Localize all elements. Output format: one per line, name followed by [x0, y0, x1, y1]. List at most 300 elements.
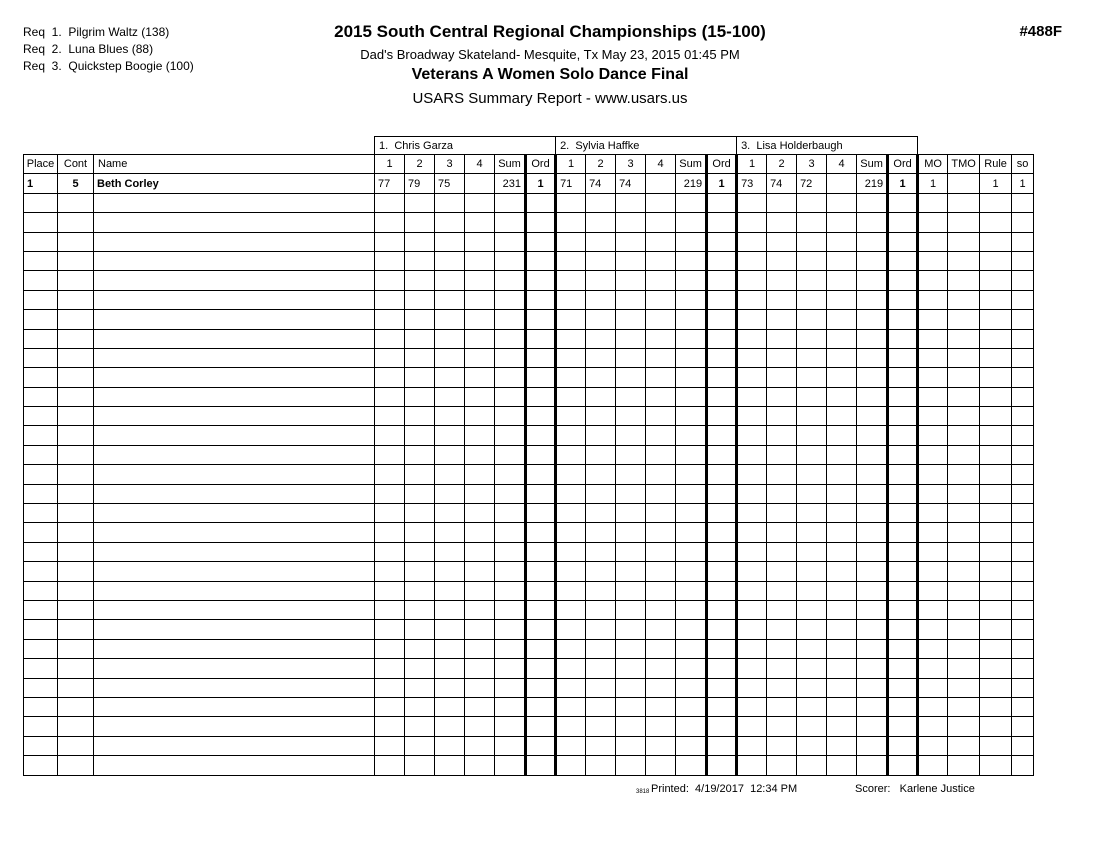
- cell-judge1-score: [435, 484, 465, 503]
- cell-judge2-ord: [707, 348, 737, 367]
- cell-judge1-sum: [495, 368, 526, 387]
- cell-place: [24, 193, 58, 212]
- cell-judge1-sum: [495, 251, 526, 270]
- cell-judge1-sum: [495, 736, 526, 755]
- cell-judge2-score: [646, 348, 676, 367]
- cell-judge1-score: [375, 542, 405, 561]
- cell-judge1-score: [405, 445, 435, 464]
- cell-judge1-score: [405, 542, 435, 561]
- cell-judge3-sum: [857, 445, 888, 464]
- cell-judge2-score: [556, 387, 586, 406]
- cell-judge2-score: [556, 620, 586, 639]
- report-type-line: USARS Summary Report - www.usars.us: [412, 90, 688, 107]
- cell-judge3-sum: [857, 465, 888, 484]
- cell-judge2-score: [646, 290, 676, 309]
- cell-mo: [918, 251, 948, 270]
- cell-judge2-score: [556, 659, 586, 678]
- cell-judge1-score: [465, 193, 495, 212]
- cell-judge1-score: [375, 213, 405, 232]
- cell-cont: [58, 717, 94, 736]
- cell-judge1-score: [405, 678, 435, 697]
- col-header-judge1-3: 3: [435, 155, 465, 174]
- col-header-judge3-ord: Ord: [888, 155, 918, 174]
- cell-judge3-score: [737, 600, 767, 619]
- cell-judge1-score: [435, 600, 465, 619]
- cell-judge2-score: [556, 465, 586, 484]
- cell-judge2-score: [616, 426, 646, 445]
- cell-judge2-score: [616, 193, 646, 212]
- cell-judge2-ord: [707, 484, 737, 503]
- cell-judge2-ord: [707, 232, 737, 251]
- cell-judge2-score: [646, 232, 676, 251]
- cell-judge3-score: [827, 193, 857, 212]
- cell-cont: [58, 426, 94, 445]
- cell-judge1-score: [435, 659, 465, 678]
- table-row-empty: [24, 251, 1034, 270]
- cell-judge2-score: [556, 232, 586, 251]
- cell-judge3-ord: [888, 426, 918, 445]
- cell-judge1-sum: [495, 310, 526, 329]
- cell-judge1-sum: [495, 562, 526, 581]
- cell-judge3-score: [737, 620, 767, 639]
- cell-judge3-ord: [888, 193, 918, 212]
- cell-judge1-score: [405, 562, 435, 581]
- cell-judge2-score: [586, 697, 616, 716]
- cell-name: [94, 484, 375, 503]
- cell-mo: [918, 756, 948, 775]
- cell-judge2-ord: [707, 271, 737, 290]
- cell-judge2-sum: [676, 542, 707, 561]
- cell-judge2-score: [646, 174, 676, 193]
- col-header-judge3-1: 1: [737, 155, 767, 174]
- table-row-empty: [24, 600, 1034, 619]
- cell-place: [24, 465, 58, 484]
- cell-judge2-sum: [676, 213, 707, 232]
- cell-judge3-score: [737, 678, 767, 697]
- cell-judge2-sum: [676, 426, 707, 445]
- cell-tmo: [948, 639, 980, 658]
- cell-judge2-ord: [707, 329, 737, 348]
- cell-tmo: [948, 697, 980, 716]
- cell-judge2-score: [586, 193, 616, 212]
- table-row-empty: [24, 736, 1034, 755]
- cell-tmo: [948, 600, 980, 619]
- event-title: Veterans A Women Solo Dance Final: [411, 66, 689, 83]
- cell-judge3-score: [797, 213, 827, 232]
- cell-judge3-score: [767, 310, 797, 329]
- cell-so: [1012, 465, 1034, 484]
- cell-judge2-score: [646, 193, 676, 212]
- cell-rule: [980, 562, 1012, 581]
- cell-mo: 1: [918, 174, 948, 193]
- cell-so: [1012, 193, 1034, 212]
- cell-judge2-score: [586, 232, 616, 251]
- cell-judge3-score: [827, 717, 857, 736]
- cell-name: [94, 407, 375, 426]
- cell-judge3-score: [797, 387, 827, 406]
- cell-judge2-ord: [707, 213, 737, 232]
- cell-judge2-ord: [707, 504, 737, 523]
- cell-judge2-score: [556, 193, 586, 212]
- cell-judge2-score: [586, 368, 616, 387]
- cell-cont: [58, 620, 94, 639]
- cell-judge3-ord: [888, 329, 918, 348]
- cell-judge3-score: [737, 484, 767, 503]
- cell-judge2-score: [646, 697, 676, 716]
- cell-judge1-ord: [526, 639, 556, 658]
- cell-rule: [980, 232, 1012, 251]
- cell-judge1-score: [435, 465, 465, 484]
- cell-judge2-score: [556, 756, 586, 775]
- cell-judge3-score: [767, 465, 797, 484]
- cell-cont: [58, 368, 94, 387]
- cell-rule: [980, 600, 1012, 619]
- cell-tmo: [948, 387, 980, 406]
- cell-judge2-sum: [676, 756, 707, 775]
- cell-judge1-score: [465, 445, 495, 464]
- cell-mo: [918, 484, 948, 503]
- cell-judge1-score: [465, 717, 495, 736]
- cell-judge1-score: [465, 678, 495, 697]
- cell-name: [94, 600, 375, 619]
- cell-judge2-sum: [676, 620, 707, 639]
- cell-judge3-score: [767, 562, 797, 581]
- cell-mo: [918, 581, 948, 600]
- cell-cont: [58, 387, 94, 406]
- cell-place: [24, 639, 58, 658]
- cell-judge1-score: [375, 600, 405, 619]
- cell-judge1-score: [435, 348, 465, 367]
- cell-judge2-score: [556, 523, 586, 542]
- col-header-judge2-4: 4: [646, 155, 676, 174]
- cell-judge2-score: [586, 329, 616, 348]
- cell-judge3-sum: [857, 407, 888, 426]
- cell-judge3-score: [797, 193, 827, 212]
- cell-tmo: [948, 310, 980, 329]
- table-row-empty: [24, 697, 1034, 716]
- col-header-judge2-sum: Sum: [676, 155, 707, 174]
- cell-judge1-ord: [526, 465, 556, 484]
- cell-judge3-score: [737, 465, 767, 484]
- table-row-empty: [24, 756, 1034, 775]
- cell-judge3-sum: [857, 310, 888, 329]
- cell-judge2-score: [556, 697, 586, 716]
- cell-judge2-score: [616, 251, 646, 270]
- cell-judge2-score: [586, 756, 616, 775]
- table-row-empty: [24, 426, 1034, 445]
- cell-so: [1012, 348, 1034, 367]
- cell-judge3-score: [737, 445, 767, 464]
- cell-judge3-score: [767, 523, 797, 542]
- cell-name: [94, 620, 375, 639]
- cell-judge2-sum: [676, 523, 707, 542]
- cell-name: Beth Corley: [94, 174, 375, 193]
- cell-rule: [980, 639, 1012, 658]
- cell-cont: [58, 523, 94, 542]
- cell-judge3-ord: [888, 368, 918, 387]
- cell-judge1-sum: [495, 465, 526, 484]
- cell-judge1-score: [375, 581, 405, 600]
- cell-judge2-ord: [707, 717, 737, 736]
- cell-judge3-score: [827, 659, 857, 678]
- cell-judge3-score: [767, 504, 797, 523]
- cell-so: [1012, 581, 1034, 600]
- col-header-judge3-sum: Sum: [857, 155, 888, 174]
- cell-judge1-sum: [495, 348, 526, 367]
- cell-so: [1012, 639, 1034, 658]
- cell-judge1-score: [435, 542, 465, 561]
- printed-timestamp: Printed: 4/19/2017 12:34 PM: [651, 783, 798, 795]
- cell-judge1-score: [465, 600, 495, 619]
- cell-judge3-score: [827, 174, 857, 193]
- cell-cont: [58, 251, 94, 270]
- cell-judge2-ord: [707, 756, 737, 775]
- cell-place: [24, 678, 58, 697]
- cell-tmo: [948, 678, 980, 697]
- cell-rule: [980, 542, 1012, 561]
- cell-judge3-score: [827, 329, 857, 348]
- cell-judge2-ord: [707, 620, 737, 639]
- cell-so: 1: [1012, 174, 1034, 193]
- cell-judge1-score: [465, 639, 495, 658]
- cell-name: [94, 639, 375, 658]
- cell-judge3-score: [797, 562, 827, 581]
- page-title: 2015 South Central Regional Championships (15-100): [334, 22, 766, 41]
- cell-rule: [980, 407, 1012, 426]
- cell-judge1-score: [435, 562, 465, 581]
- cell-name: [94, 290, 375, 309]
- cell-judge1-ord: [526, 717, 556, 736]
- cell-judge2-score: [646, 542, 676, 561]
- cell-judge2-score: [556, 717, 586, 736]
- cell-judge1-score: [405, 329, 435, 348]
- cell-judge2-sum: [676, 407, 707, 426]
- cell-judge1-score: [465, 523, 495, 542]
- cell-place: [24, 407, 58, 426]
- cell-judge2-score: [646, 271, 676, 290]
- cell-judge2-score: [556, 368, 586, 387]
- cell-judge1-score: [435, 232, 465, 251]
- cell-judge2-score: [616, 542, 646, 561]
- cell-judge2-ord: [707, 523, 737, 542]
- cell-judge1-score: [375, 717, 405, 736]
- cell-judge1-score: 79: [405, 174, 435, 193]
- cell-judge1-sum: [495, 659, 526, 678]
- judge-name-3: 3. Lisa Holderbaugh: [737, 137, 918, 155]
- cell-place: [24, 484, 58, 503]
- cell-judge2-ord: [707, 639, 737, 658]
- cell-cont: [58, 232, 94, 251]
- cell-judge2-score: [586, 542, 616, 561]
- cell-judge2-score: 74: [586, 174, 616, 193]
- cell-judge1-score: [405, 407, 435, 426]
- cell-judge2-sum: [676, 659, 707, 678]
- cell-judge2-score: [646, 639, 676, 658]
- cell-place: [24, 348, 58, 367]
- cell-rule: [980, 348, 1012, 367]
- col-header-mo: MO: [918, 155, 948, 174]
- cell-cont: [58, 271, 94, 290]
- cell-cont: [58, 639, 94, 658]
- cell-judge2-score: [556, 407, 586, 426]
- cell-judge3-score: [797, 620, 827, 639]
- cell-judge2-score: [646, 659, 676, 678]
- cell-judge2-sum: [676, 736, 707, 755]
- cell-tmo: [948, 348, 980, 367]
- cell-judge2-sum: [676, 697, 707, 716]
- cell-cont: [58, 756, 94, 775]
- cell-judge3-sum: [857, 387, 888, 406]
- cell-tmo: [948, 329, 980, 348]
- cell-judge1-ord: [526, 445, 556, 464]
- cell-so: [1012, 426, 1034, 445]
- cell-rule: [980, 445, 1012, 464]
- cell-judge3-score: [827, 232, 857, 251]
- cell-tmo: [948, 193, 980, 212]
- cell-judge2-score: [616, 620, 646, 639]
- cell-judge1-score: [435, 445, 465, 464]
- cell-judge3-score: [737, 271, 767, 290]
- cell-tmo: [948, 542, 980, 561]
- cell-judge1-score: [465, 581, 495, 600]
- cell-cont: [58, 736, 94, 755]
- cell-judge3-score: [797, 407, 827, 426]
- cell-judge3-score: [737, 251, 767, 270]
- cell-cont: [58, 678, 94, 697]
- cell-rule: [980, 659, 1012, 678]
- cell-judge1-score: [405, 310, 435, 329]
- col-header-judge1-4: 4: [465, 155, 495, 174]
- cell-judge3-score: [797, 639, 827, 658]
- cell-rule: [980, 251, 1012, 270]
- cell-place: [24, 329, 58, 348]
- cell-judge2-score: [586, 407, 616, 426]
- cell-judge1-sum: [495, 678, 526, 697]
- cell-judge3-score: [767, 387, 797, 406]
- col-header-judge2-ord: Ord: [707, 155, 737, 174]
- cell-judge2-ord: [707, 368, 737, 387]
- cell-judge2-score: [646, 523, 676, 542]
- cell-judge3-score: [797, 426, 827, 445]
- cell-judge3-score: [767, 251, 797, 270]
- cell-judge1-sum: 231: [495, 174, 526, 193]
- cell-name: [94, 329, 375, 348]
- cell-judge3-sum: [857, 213, 888, 232]
- cell-judge1-score: [465, 659, 495, 678]
- col-header-judge3-3: 3: [797, 155, 827, 174]
- cell-mo: [918, 678, 948, 697]
- cell-place: [24, 445, 58, 464]
- cell-judge3-score: [827, 387, 857, 406]
- event-number: #488F: [1019, 23, 1062, 40]
- cell-judge2-sum: [676, 600, 707, 619]
- cell-judge1-score: [465, 310, 495, 329]
- cell-judge1-score: [405, 290, 435, 309]
- cell-judge2-score: [646, 504, 676, 523]
- cell-judge2-score: [586, 426, 616, 445]
- cell-judge3-score: [827, 290, 857, 309]
- table-row-empty: [24, 659, 1034, 678]
- cell-judge3-ord: [888, 465, 918, 484]
- cell-judge2-score: [556, 504, 586, 523]
- cell-name: [94, 756, 375, 775]
- cell-judge2-ord: [707, 659, 737, 678]
- cell-rule: [980, 465, 1012, 484]
- cell-judge3-ord: [888, 271, 918, 290]
- cell-judge3-score: [767, 290, 797, 309]
- col-header-judge2-3: 3: [616, 155, 646, 174]
- cell-name: [94, 271, 375, 290]
- cell-judge1-score: [405, 756, 435, 775]
- cell-judge3-score: [737, 387, 767, 406]
- cell-so: [1012, 407, 1034, 426]
- cell-judge2-score: [616, 232, 646, 251]
- cell-judge2-score: [586, 600, 616, 619]
- cell-judge3-score: [767, 329, 797, 348]
- cell-judge3-score: 73: [737, 174, 767, 193]
- cell-judge2-score: [646, 426, 676, 445]
- cell-judge2-sum: [676, 484, 707, 503]
- cell-cont: [58, 562, 94, 581]
- cell-judge3-ord: [888, 620, 918, 639]
- cell-name: [94, 523, 375, 542]
- cell-judge3-ord: [888, 232, 918, 251]
- cell-judge3-ord: [888, 600, 918, 619]
- cell-tmo: [948, 368, 980, 387]
- cell-judge3-ord: [888, 407, 918, 426]
- cell-judge1-score: [465, 736, 495, 755]
- cell-judge1-score: [375, 639, 405, 658]
- cell-judge3-score: [827, 736, 857, 755]
- cell-judge1-score: [435, 581, 465, 600]
- cell-judge3-sum: [857, 678, 888, 697]
- cell-judge2-sum: [676, 368, 707, 387]
- cell-judge3-score: [737, 542, 767, 561]
- table-row-empty: [24, 310, 1034, 329]
- cell-judge1-sum: [495, 581, 526, 600]
- cell-mo: [918, 348, 948, 367]
- cell-judge3-score: [737, 581, 767, 600]
- cell-judge1-score: [375, 251, 405, 270]
- cell-judge3-ord: [888, 542, 918, 561]
- cell-judge2-sum: [676, 329, 707, 348]
- cell-name: [94, 736, 375, 755]
- cell-judge2-score: [646, 368, 676, 387]
- cell-place: [24, 697, 58, 716]
- cell-judge2-score: [616, 697, 646, 716]
- cell-judge3-score: [737, 193, 767, 212]
- cell-judge1-score: [405, 523, 435, 542]
- cell-judge1-score: 77: [375, 174, 405, 193]
- cell-judge3-score: [827, 348, 857, 367]
- cell-cont: [58, 697, 94, 716]
- cell-judge2-score: [586, 251, 616, 270]
- cell-cont: [58, 504, 94, 523]
- cell-judge1-ord: [526, 736, 556, 755]
- cell-judge2-ord: [707, 426, 737, 445]
- cell-mo: [918, 329, 948, 348]
- cell-judge3-score: [797, 368, 827, 387]
- cell-judge2-ord: [707, 251, 737, 270]
- cell-judge2-score: [646, 717, 676, 736]
- cell-judge1-score: [375, 484, 405, 503]
- cell-judge1-score: [465, 174, 495, 193]
- cell-judge3-ord: [888, 251, 918, 270]
- cell-judge1-score: [435, 290, 465, 309]
- cell-place: [24, 290, 58, 309]
- cell-judge2-score: [646, 213, 676, 232]
- cell-judge1-score: [375, 659, 405, 678]
